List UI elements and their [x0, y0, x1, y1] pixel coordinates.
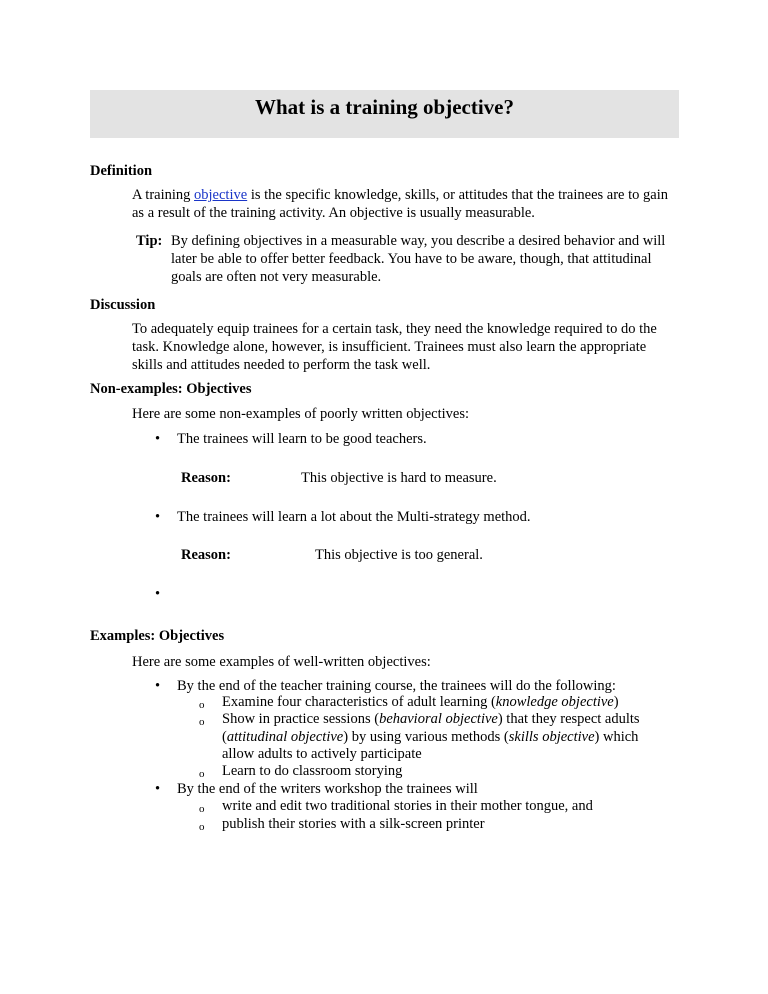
- bullet-marker: •: [155, 509, 161, 525]
- list-item: By the end of the teacher training course, the trainees will do the following:: [177, 678, 616, 694]
- sub-bullet-marker: o: [199, 803, 205, 815]
- list-item: The trainees will learn a lot about the Multi-strategy method.: [177, 509, 531, 525]
- sub-list-item: Learn to do classroom storying: [222, 763, 403, 779]
- non-examples-intro: Here are some non-examples of poorly written objectives:: [132, 406, 470, 422]
- bullet-marker: •: [155, 431, 161, 447]
- objective-link[interactable]: objective: [194, 187, 248, 203]
- sub-bullet-marker: o: [199, 768, 205, 780]
- sub-bullet-marker: o: [199, 716, 205, 728]
- reason-label: Reason:: [181, 547, 231, 563]
- list-item: By the end of the writers workshop the trainees will: [177, 781, 478, 797]
- sub-list-item: publish their stories with a silk-screen printer: [222, 816, 485, 832]
- bullet-marker: •: [155, 678, 161, 694]
- discussion-text: To adequately equip trainees for a certain task, they need the knowledge required to do the task. Knowledge alone, however, is insufficient. Trainees must also learn the appropriate skills and attitudes needed to perform the task well.: [132, 321, 657, 373]
- list-item: The trainees will learn to be good teachers.: [177, 431, 427, 447]
- examples-heading: Examples: Objectives: [90, 628, 225, 644]
- reason-text: This objective is too general.: [315, 547, 483, 563]
- sub-bullet-marker: o: [199, 699, 205, 711]
- reason-label: Reason:: [181, 470, 231, 486]
- sub-list-item: Show in practice sessions (behavioral objective) that they respect adults (attitudinal objective) by using various methods (skills objective) which allow adults to actively participate: [222, 711, 640, 762]
- discussion-heading: Discussion: [90, 297, 156, 313]
- tip-text: By defining objectives in a measurable way, you describe a desired behavior and will later be able to offer better feedback. You have to be aware, though, that attitudinal goals are often not very measurable.: [171, 233, 666, 285]
- tip-label: Tip:: [136, 233, 163, 249]
- non-examples-heading: Non-examples: Objectives: [90, 381, 252, 397]
- page-title: What is a training objective?: [255, 95, 514, 119]
- definition-heading: Definition: [90, 163, 153, 179]
- sub-bullet-marker: o: [199, 821, 205, 833]
- title-banner: [90, 90, 679, 138]
- definition-text: A training objective is the specific knowledge, skills, or attitudes that the trainees are to gain as a result of the training activity. An objective is usually measurable.: [132, 187, 668, 221]
- examples-intro: Here are some examples of well-written objectives:: [132, 654, 431, 670]
- empty-bullet-marker: •: [155, 586, 161, 602]
- sub-list-item: Examine four characteristics of adult learning (knowledge objective): [222, 694, 619, 710]
- reason-text: This objective is hard to measure.: [301, 470, 497, 486]
- bullet-marker: •: [155, 781, 161, 797]
- sub-list-item: write and edit two traditional stories in their mother tongue, and: [222, 798, 593, 814]
